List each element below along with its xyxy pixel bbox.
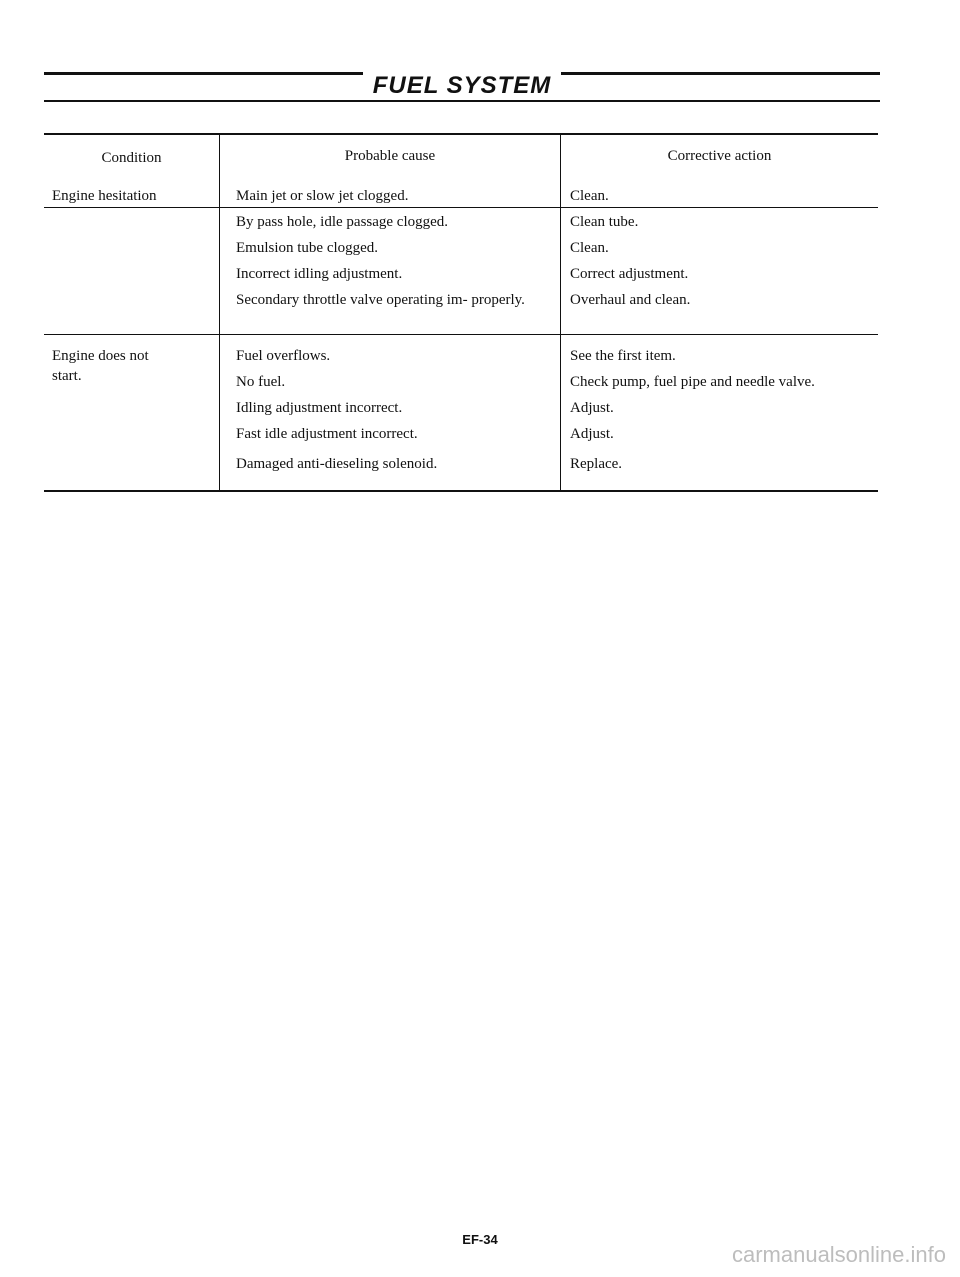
page-title: FUEL SYSTEM (44, 72, 880, 100)
action-item: Clean. (570, 240, 609, 256)
cause-item: By pass hole, idle passage clogged. (236, 214, 449, 230)
cause-list (236, 186, 533, 330)
table-divider-1 (219, 133, 220, 492)
cause-item: Emulsion tube clogged. (236, 240, 379, 256)
action-item: Adjust. (570, 426, 614, 442)
action-item: See the first item. (570, 348, 676, 364)
action-item: Clean. (570, 188, 609, 204)
action-list (570, 186, 870, 316)
troubleshooting-table (44, 133, 878, 493)
condition-cell: Engine does not start. (52, 348, 149, 384)
page-number: EF-34 (462, 1232, 498, 1247)
action-item: Check pump, fuel pipe and needle valve. (570, 374, 815, 390)
header-rule-bottom (44, 100, 880, 102)
condition-cell: Engine hesitation (52, 188, 157, 204)
cause-item: Secondary throttle valve operating im- properly. (236, 292, 525, 308)
table-rule-row (44, 334, 878, 335)
action-item: Overhaul and clean. (570, 292, 691, 308)
action-item: Adjust. (570, 400, 614, 416)
action-item: Clean tube. (570, 214, 639, 230)
cause-item: Fuel overflows. (236, 348, 331, 364)
column-header-condition: Condition (101, 150, 162, 166)
cause-item: No fuel. (236, 374, 286, 390)
table-rule-top (44, 133, 878, 135)
action-item: Replace. (570, 456, 623, 472)
cause-list (236, 346, 533, 480)
cause-item: Fast idle adjustment incorrect. (236, 426, 418, 442)
cause-item: Incorrect idling adjustment. (236, 266, 403, 282)
action-list (570, 346, 875, 480)
column-header-probable-cause: Probable cause (344, 148, 436, 164)
cause-item: Idling adjustment incorrect. (236, 400, 403, 416)
cause-item: Damaged anti-dieseling solenoid. (236, 456, 438, 472)
column-header-corrective-action: Corrective action (667, 148, 772, 164)
watermark: carmanualsonline.info (731, 1242, 946, 1267)
page-header (44, 58, 880, 104)
table-divider-2 (560, 133, 561, 492)
action-item: Correct adjustment. (570, 266, 689, 282)
table-rule-bottom (44, 490, 878, 492)
cause-item: Main jet or slow jet clogged. (236, 188, 409, 204)
